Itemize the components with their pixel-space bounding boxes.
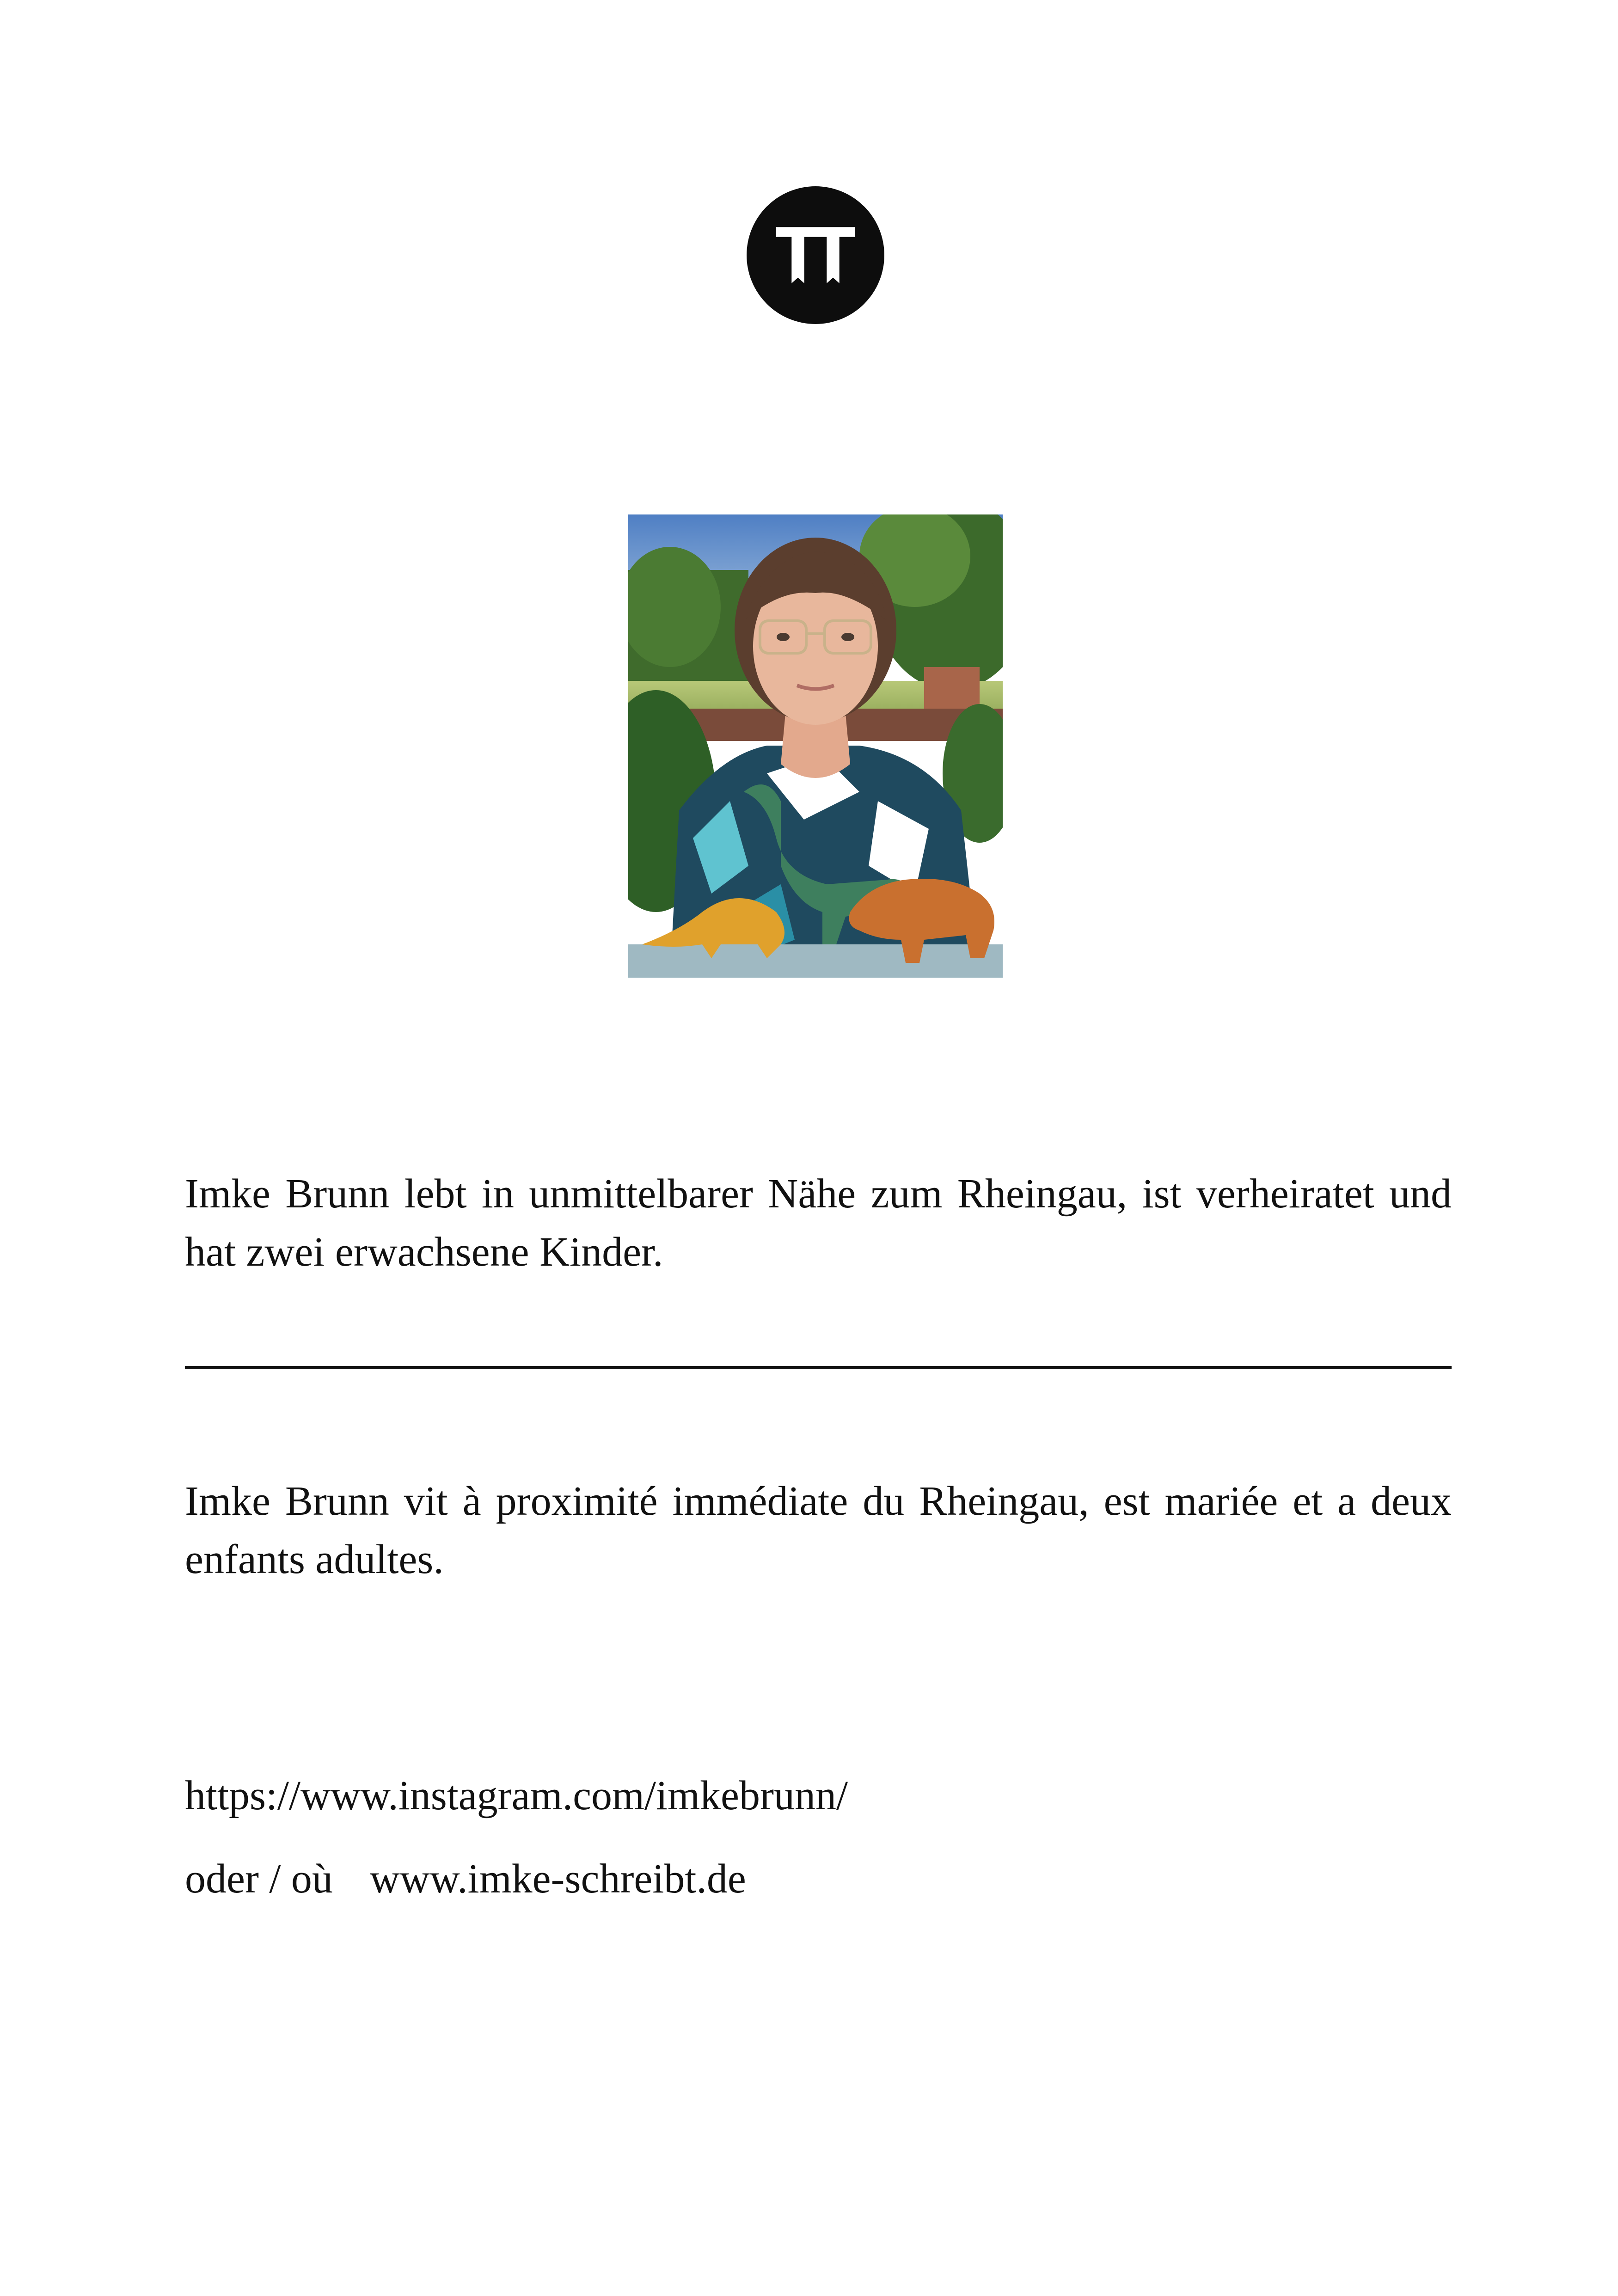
or-label: oder / où bbox=[185, 1856, 333, 1902]
author-portrait-photo bbox=[628, 514, 1003, 978]
publisher-logo-icon bbox=[745, 185, 886, 325]
author-bio-german: Imke Brunn lebt in unmittelbarer Nähe zum Rheingau, ist verheiratet und hat zwei erwachsene Kinder. bbox=[185, 1171, 1452, 1275]
author-bio-french: Imke Brunn vit à proximité immédiate du Rheingau, est mariée et a deux enfants adultes. bbox=[185, 1478, 1452, 1582]
website-link[interactable]: www.imke-schreibt.de bbox=[369, 1856, 746, 1902]
instagram-link[interactable]: https://www.instagram.com/imkebrunn/ bbox=[185, 1773, 848, 1818]
website-line bbox=[185, 1854, 746, 1904]
language-divider bbox=[185, 1366, 1452, 1369]
